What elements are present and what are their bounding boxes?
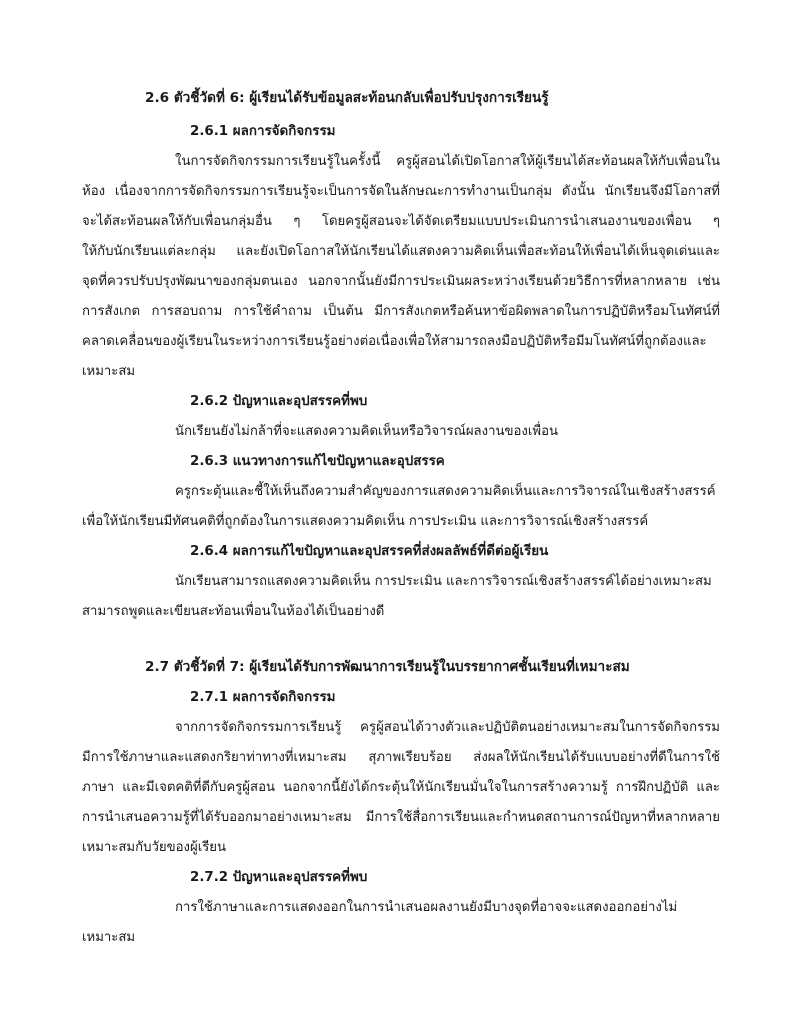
- paragraph-line: ภาษา และมีเจตคติที่ดีกับครูผู้สอน นอกจากนี้ยังได้กระตุ้นให้นักเรียนมั่นใจในการสร้างความรู้ การฝึกปฏิบัติ และ: [82, 780, 720, 795]
- paragraph-line: จุดที่ควรปรับปรุงพัฒนาของกลุ่มตนเอง นอกจากนั้นยังมีการประเมินผลระหว่างเรียนด้วยวิธีการที่หลากหลาย เช่น: [82, 274, 720, 289]
- paragraph-line: ห้อง เนื่องจากการจัดกิจกรรมการเรียนรู้จะเป็นการจัดในลักษณะการทำงานเป็นกลุ่ม ดังนั้น นักเรียนจึงมีโอกาสที่: [82, 184, 720, 199]
- paragraph-line: มีการใช้ภาษาและแสดงกริยาท่าทางที่เหมาะสม สุภาพเรียบร้อย ส่งผลให้นักเรียนได้รับแบบอย่างที่ดีในการใช้: [82, 750, 720, 765]
- paragraph-line: คลาดเคลื่อนของผู้เรียนในระหว่างการเรียนรู้อย่างต่อเนื่องเพื่อให้สามารถลงมือปฏิบัติหรือมีมโนทัศน์ที่ถูกต้องและ: [82, 334, 707, 349]
- paragraph-line: ให้กับนักเรียนแต่ละกลุ่ม และยังเปิดโอกาสให้นักเรียนได้แสดงความคิดเห็นเพื่อสะท้อนให้เพื่อนได้เห็นจุดเด่นและ: [82, 244, 720, 259]
- paragraph-line: การนำเสนอความรู้ที่ได้รับออกมาอย่างเหมาะสม มีการใช้สื่อการเรียนและกำหนดสถานการณ์ปัญหาที่หลากหลาย: [82, 810, 720, 825]
- paragraph-line: นักเรียนยังไม่กล้าที่จะแสดงความคิดเห็นหรือวิจารณ์ผลงานของเพื่อน: [175, 424, 559, 439]
- section-heading-2-7: 2.7 ตัวชี้วัดที่ 7: ผู้เรียนได้รับการพัฒนาการเรียนรู้ในบรรยากาศชั้นเรียนที่เหมาะสม: [145, 659, 630, 675]
- subsection-heading-2-6-4: 2.6.4 ผลการแก้ไขปัญหาและอุปสรรคที่ส่งผลลัพธ์ที่ดีต่อผู้เรียน: [190, 544, 549, 559]
- paragraph-line: เพื่อให้นักเรียนมีทัศนคติที่ถูกต้องในการแสดงความคิดเห็น การประเมิน และการวิจารณ์เชิงสร้างสรรค์: [82, 514, 649, 529]
- paragraph-line: นักเรียนสามารถแสดงความคิดเห็น การประเมิน และการวิจารณ์เชิงสร้างสรรค์ได้อย่างเหมาะสม: [175, 574, 712, 589]
- paragraph-line: ในการจัดกิจกรรมการเรียนรู้ในครั้งนี้ ครูผู้สอนได้เปิดโอกาสให้ผู้เรียนได้สะท้อนผลให้กับเพื่อนใน: [175, 154, 720, 169]
- paragraph-line: ครูกระตุ้นและชี้ให้เห็นถึงความสำคัญของการแสดงความคิดเห็นและการวิจารณ์ในเชิงสร้างสรรค์: [175, 484, 716, 499]
- paragraph-line: สามารถพูดและเขียนสะท้อนเพื่อนในห้องได้เป็นอย่างดี: [82, 604, 385, 619]
- subsection-heading-2-6-3: 2.6.3 แนวทางการแก้ไขปัญหาและอุปสรรค: [190, 454, 445, 469]
- subsection-heading-2-7-2: 2.7.2 ปัญหาและอุปสรรคที่พบ: [190, 870, 368, 885]
- paragraph-line: จะได้สะท้อนผลให้กับเพื่อนกลุ่มอื่น ๆ โดยครูผู้สอนจะได้จัดเตรียมแบบประเมินการนำเสนองานของเพื่อน ๆ: [82, 214, 720, 229]
- paragraph-line: เหมาะสม: [82, 364, 136, 379]
- subsection-heading-2-7-1: 2.7.1 ผลการจัดกิจกรรม: [190, 690, 336, 705]
- subsection-heading-2-6-2: 2.6.2 ปัญหาและอุปสรรคที่พบ: [190, 394, 368, 409]
- section-heading-2-6: 2.6 ตัวชี้วัดที่ 6: ผู้เรียนได้รับข้อมูลสะท้อนกลับเพื่อปรับปรุงการเรียนรู้: [145, 90, 549, 106]
- paragraph-line: จากการจัดกิจกรรมการเรียนรู้ ครูผู้สอนได้วางตัวและปฏิบัติตนอย่างเหมาะสมในการจัดกิจกรรม: [175, 720, 720, 735]
- subsection-heading-2-6-1: 2.6.1 ผลการจัดกิจกรรม: [190, 124, 336, 139]
- paragraph-line: เหมาะสม: [82, 930, 136, 945]
- paragraph-line: การสังเกต การสอบถาม การใช้คำถาม เป็นต้น มีการสังเกตหรือค้นหาข้อผิดพลาดในการปฏิบัติหรือมโนทัศน์ที่: [82, 304, 720, 319]
- paragraph-line: การใช้ภาษาและการแสดงออกในการนำเสนอผลงานยังมีบางจุดที่อาจจะแสดงออกอย่างไม่: [175, 900, 678, 915]
- paragraph-line: เหมาะสมกับวัยของผู้เรียน: [82, 840, 227, 855]
